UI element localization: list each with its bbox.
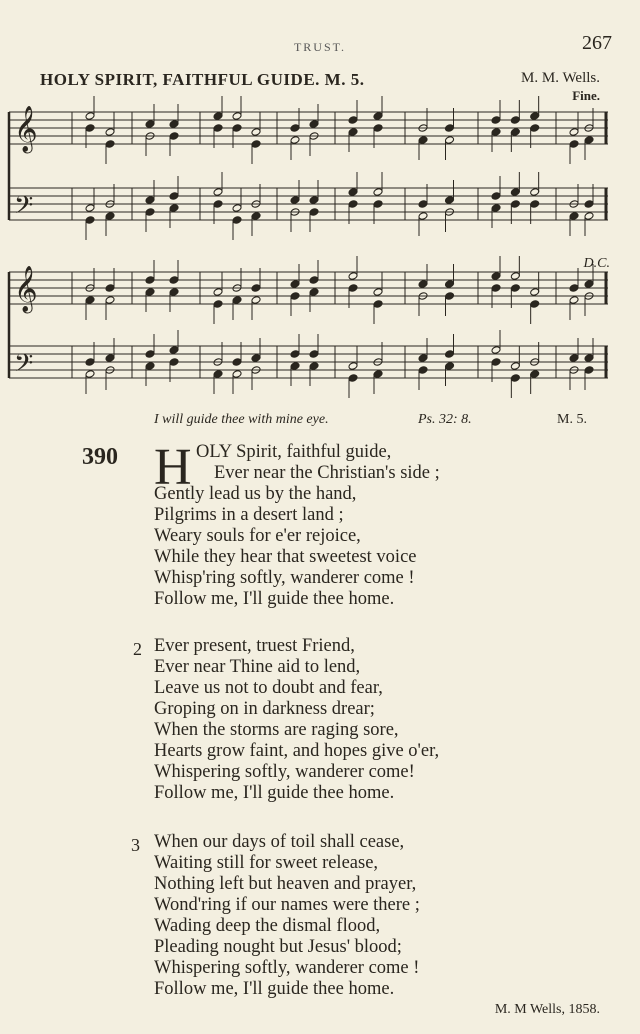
notehead <box>232 358 242 367</box>
notehead <box>213 370 223 379</box>
hymn-number: 390 <box>82 444 118 470</box>
notehead <box>418 366 428 375</box>
verse-line: Pleading nought but Jesus' blood; <box>154 937 402 957</box>
notehead <box>348 374 358 383</box>
notehead <box>290 196 300 205</box>
notehead <box>85 296 95 305</box>
notehead <box>491 204 501 213</box>
notehead <box>169 192 179 201</box>
notehead <box>169 346 179 355</box>
notehead <box>530 124 540 133</box>
notehead <box>290 350 300 359</box>
notehead <box>232 370 242 379</box>
notehead <box>348 116 358 125</box>
verse-line: Ever present, truest Friend, <box>154 636 355 656</box>
author-attribution: M. M Wells, 1858. <box>494 1002 600 1017</box>
notehead <box>445 292 455 301</box>
notehead <box>373 370 383 379</box>
notehead <box>491 128 501 137</box>
notehead <box>290 124 300 133</box>
notehead <box>569 354 579 363</box>
notehead <box>418 280 428 289</box>
verse-line: Whispering softly, wanderer come ! <box>154 958 420 978</box>
notehead <box>445 350 455 359</box>
verse-line: Follow me, I'll guide thee home. <box>154 783 395 803</box>
notehead <box>145 120 155 129</box>
notehead <box>569 284 579 293</box>
notehead <box>445 196 455 205</box>
notehead <box>530 112 540 121</box>
notehead <box>569 140 579 149</box>
notehead <box>569 296 579 305</box>
notehead <box>145 288 155 297</box>
notehead <box>530 188 540 197</box>
dc-mark: D.C. <box>583 256 610 271</box>
meter-mark: M. 5. <box>557 412 587 427</box>
notehead <box>510 272 520 281</box>
notehead <box>530 200 540 209</box>
treble-clef-icon: 𝄞 <box>14 106 38 152</box>
verse-line: When our days of toil shall cease, <box>154 832 405 852</box>
running-head: TRUST. <box>293 40 347 54</box>
notehead <box>491 116 501 125</box>
notehead <box>569 212 579 221</box>
notehead <box>373 288 383 297</box>
notehead <box>85 204 95 213</box>
notehead <box>584 200 594 209</box>
notehead <box>169 132 179 141</box>
notehead <box>213 124 223 133</box>
verse-line: While they hear that sweetest voice <box>154 547 417 567</box>
drop-cap: H <box>154 439 192 496</box>
notehead <box>530 288 540 297</box>
notehead <box>232 112 242 121</box>
notehead <box>309 208 319 217</box>
notehead <box>530 370 540 379</box>
notehead <box>584 136 594 145</box>
fine-mark: Fine. <box>572 88 600 103</box>
verse-line: Ever near the Christian's side ; <box>214 463 440 483</box>
notehead <box>348 188 358 197</box>
notehead <box>510 188 520 197</box>
notehead <box>145 208 155 217</box>
notehead <box>290 280 300 289</box>
notehead <box>232 124 242 133</box>
verse-line: Ever near Thine aid to lend, <box>154 657 361 677</box>
notehead <box>445 136 455 145</box>
notehead <box>309 120 319 129</box>
notehead <box>251 296 261 305</box>
notehead <box>491 284 501 293</box>
notehead <box>491 192 501 201</box>
notehead <box>251 128 261 137</box>
verse-line: Weary souls for e'er rejoice, <box>154 526 361 546</box>
notehead <box>569 128 579 137</box>
composer-name: M. M. Wells. <box>521 70 600 86</box>
verse-line: Follow me, I'll guide thee home. <box>154 979 395 999</box>
notehead <box>373 200 383 209</box>
notehead <box>584 212 594 221</box>
notehead <box>530 300 540 309</box>
notehead <box>85 370 95 379</box>
notehead <box>213 300 223 309</box>
notehead <box>418 354 428 363</box>
verse-line: Waiting still for sweet release, <box>154 853 379 873</box>
verse-line: Leave us not to doubt and fear, <box>154 678 383 698</box>
verse-line: Wond'ring if our names were there ; <box>154 895 420 915</box>
notehead <box>213 200 223 209</box>
notehead <box>510 362 520 371</box>
notehead <box>232 296 242 305</box>
notehead <box>145 362 155 371</box>
notehead <box>584 366 594 375</box>
notehead <box>169 276 179 285</box>
notehead <box>348 200 358 209</box>
notehead <box>373 188 383 197</box>
notehead <box>348 272 358 281</box>
notehead <box>290 362 300 371</box>
notehead <box>309 350 319 359</box>
tune-title: HOLY SPIRIT, FAITHFUL GUIDE. M. 5. <box>40 70 365 89</box>
notehead <box>232 204 242 213</box>
notehead <box>348 362 358 371</box>
scripture-motto: I will guide thee with mine eye. <box>154 412 329 427</box>
verse-line: Hearts grow faint, and hopes give o'er, <box>154 741 440 761</box>
treble-clef-icon: 𝄞 <box>14 266 38 312</box>
notehead <box>510 116 520 125</box>
notehead <box>348 128 358 137</box>
verse-line: Follow me, I'll guide thee home. <box>154 589 395 609</box>
notehead <box>491 346 501 355</box>
notehead <box>309 276 319 285</box>
notehead <box>373 300 383 309</box>
page-number: 267 <box>582 32 612 54</box>
notehead <box>251 354 261 363</box>
notehead <box>105 296 115 305</box>
notehead <box>348 284 358 293</box>
verse-line: Groping on in darkness drear; <box>154 699 375 719</box>
notehead <box>491 358 501 367</box>
notehead <box>85 216 95 225</box>
notehead <box>584 354 594 363</box>
notehead <box>169 120 179 129</box>
notehead <box>510 200 520 209</box>
notehead <box>418 136 428 145</box>
verse-number: 2 <box>133 639 142 659</box>
notehead <box>145 350 155 359</box>
notehead <box>169 288 179 297</box>
notehead <box>584 280 594 289</box>
verse-line: Wading deep the dismal flood, <box>154 916 381 936</box>
notehead <box>85 358 95 367</box>
notehead <box>309 196 319 205</box>
scripture-reference: Ps. 32: 8. <box>418 412 472 427</box>
notehead <box>445 362 455 371</box>
notehead <box>145 276 155 285</box>
notehead <box>105 212 115 221</box>
notehead <box>445 124 455 133</box>
notehead <box>213 288 223 297</box>
notehead <box>251 212 261 221</box>
verse-line: Whisp'ring softly, wanderer come ! <box>154 568 415 588</box>
notehead <box>213 112 223 121</box>
notehead <box>418 212 428 221</box>
notehead <box>169 204 179 213</box>
notehead <box>445 280 455 289</box>
notehead <box>491 272 501 281</box>
notehead <box>510 284 520 293</box>
notehead <box>232 216 242 225</box>
verse-line: Whispering softly, wanderer come! <box>154 762 415 782</box>
notehead <box>105 140 115 149</box>
notehead <box>85 124 95 133</box>
bass-clef-icon: 𝄢 <box>14 349 34 384</box>
notehead <box>213 188 223 197</box>
notehead <box>105 284 115 293</box>
notehead <box>418 200 428 209</box>
notehead <box>105 128 115 137</box>
notehead <box>373 112 383 121</box>
bass-clef-icon: 𝄢 <box>14 191 34 226</box>
music-score <box>0 0 640 400</box>
verse-line: Pilgrims in a desert land ; <box>154 505 344 525</box>
notehead <box>105 354 115 363</box>
notehead <box>309 362 319 371</box>
verse-line: OLY Spirit, faithful guide, <box>196 442 392 462</box>
notehead <box>373 124 383 133</box>
verse-number: 3 <box>131 835 140 855</box>
notehead <box>251 284 261 293</box>
notehead <box>169 358 179 367</box>
notehead <box>510 128 520 137</box>
notehead <box>510 374 520 383</box>
notehead <box>290 292 300 301</box>
notehead <box>309 288 319 297</box>
notehead <box>145 196 155 205</box>
notehead <box>290 136 300 145</box>
notehead <box>251 140 261 149</box>
verse-line: Gently lead us by the hand, <box>154 484 357 504</box>
notehead <box>85 112 95 121</box>
verse-line: When the storms are raging sore, <box>154 720 399 740</box>
verse-line: Nothing left but heaven and prayer, <box>154 874 417 894</box>
